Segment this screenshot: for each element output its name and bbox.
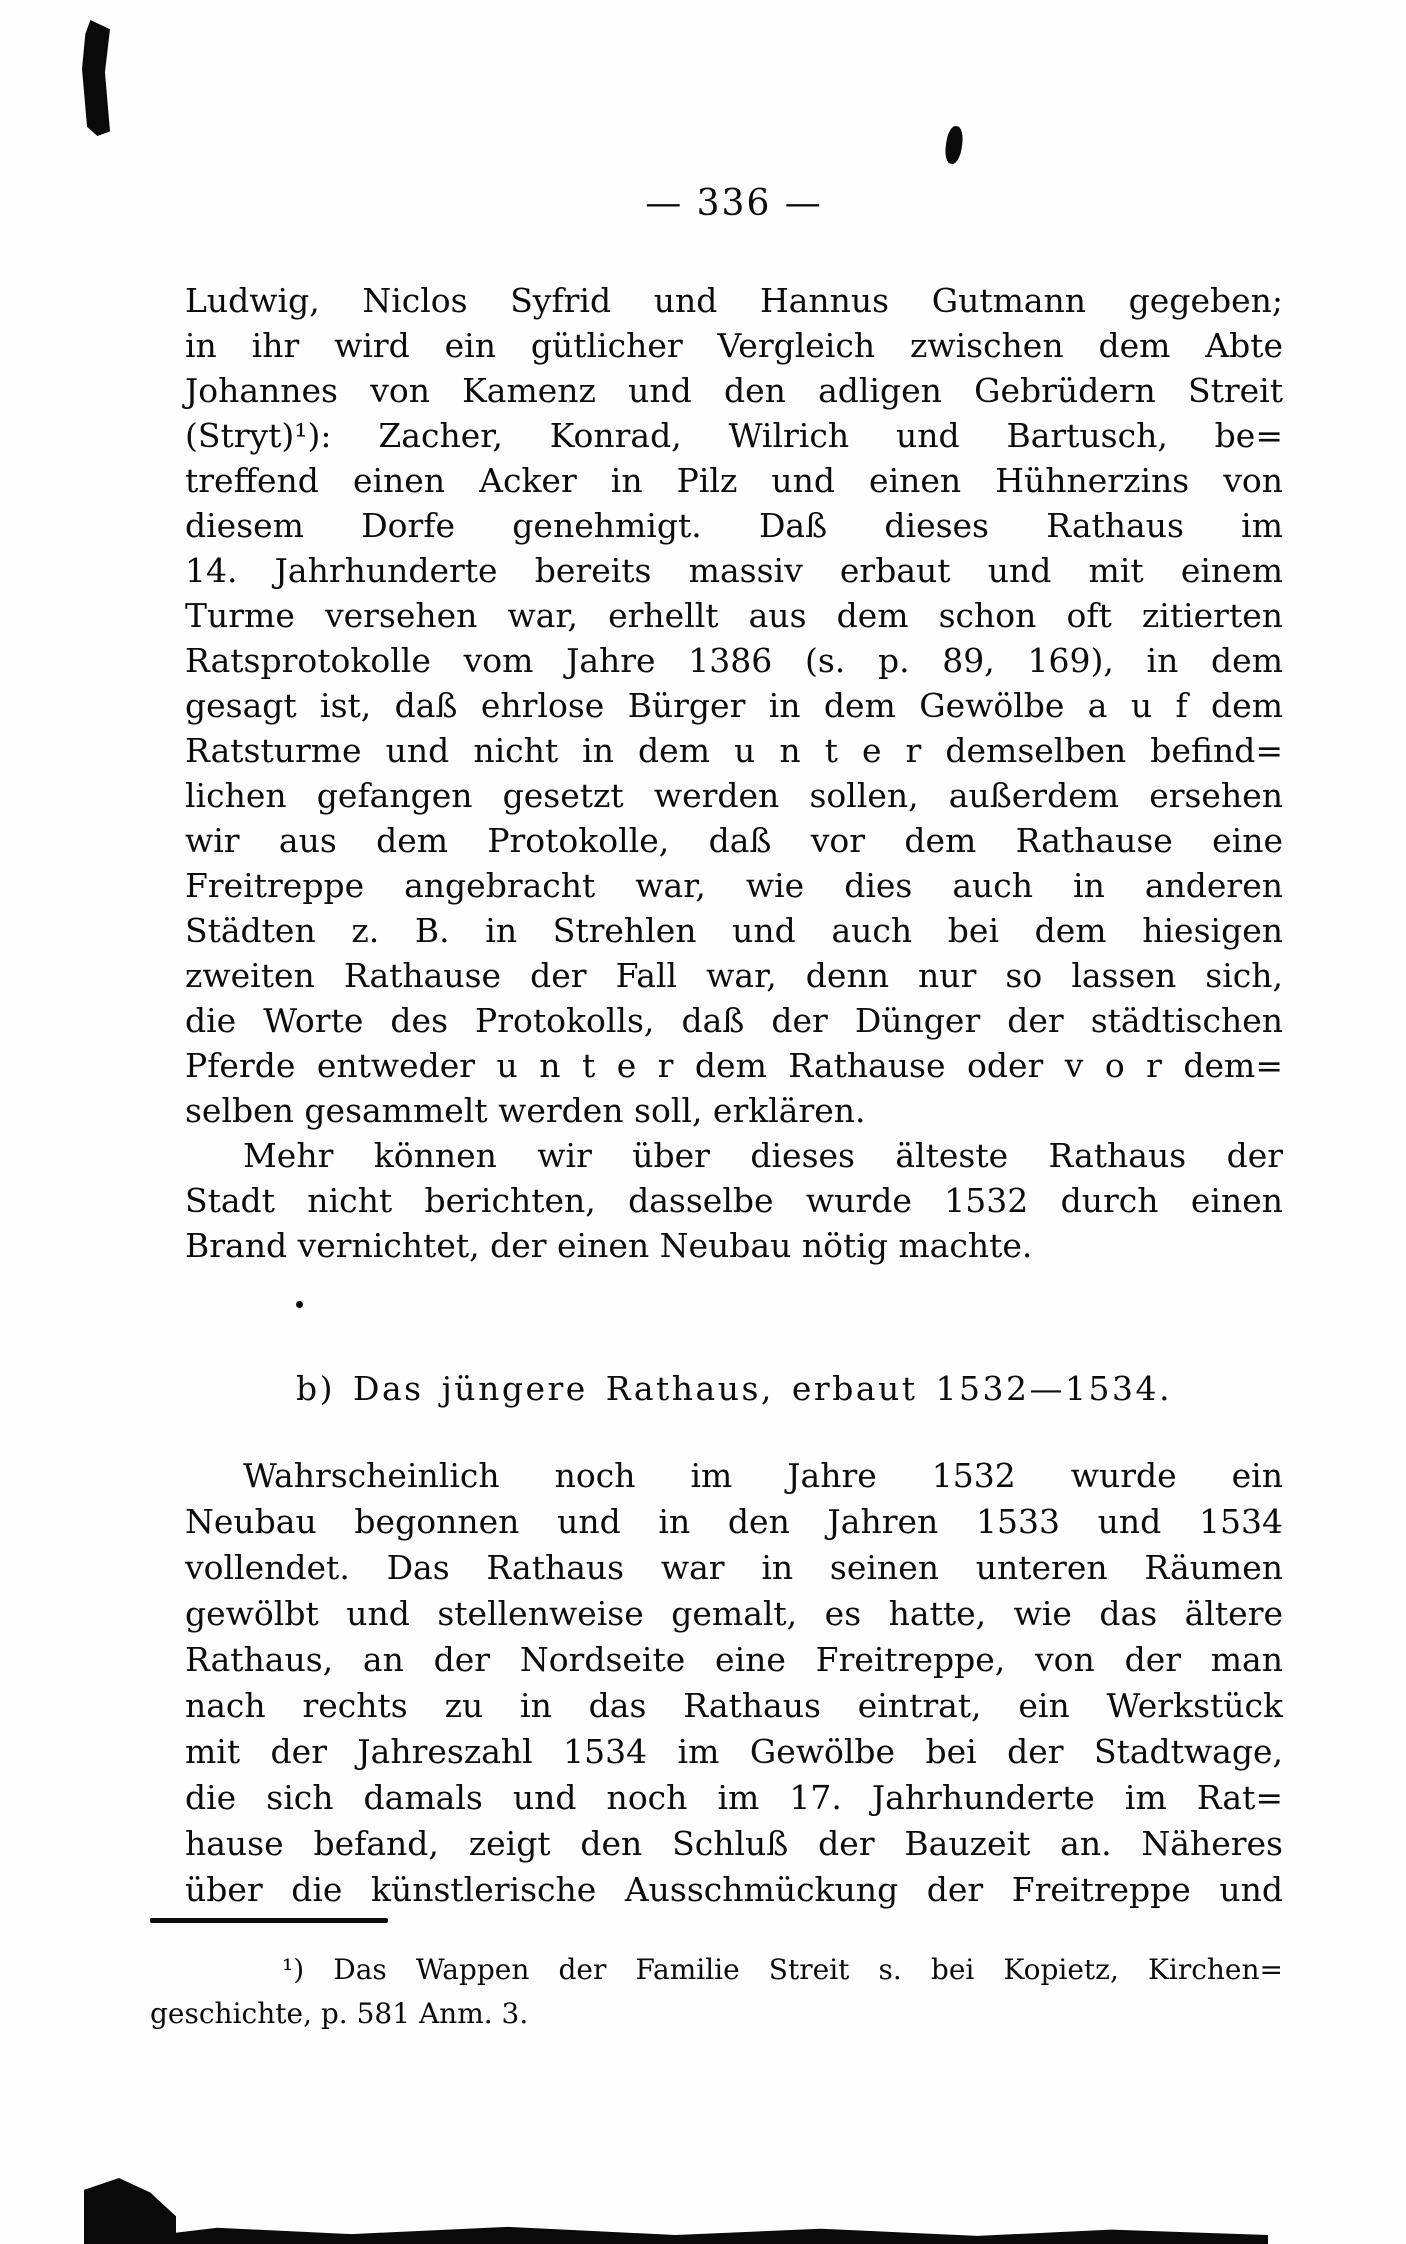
text-line: diesem Dorfe genehmigt. Daß dieses Rathaus im xyxy=(185,506,1283,545)
text-line: Rathaus, an der Nordseite eine Freitreppe, von der man xyxy=(185,1640,1283,1679)
ink-smudge-top-left xyxy=(82,20,110,136)
text-line: nach rechts zu in das Rathaus eintrat, ein Werkstück xyxy=(185,1686,1283,1725)
text-line: in ihr wird ein gütlicher Vergleich zwischen dem Abte xyxy=(185,326,1283,365)
text-line: Turme versehen war, erhellt aus dem schon oft zitierten xyxy=(185,596,1283,635)
ink-speck-top xyxy=(943,125,964,165)
text-line: Freitreppe angebracht war, wie dies auch in anderen xyxy=(185,866,1283,905)
text-line: zweiten Rathause der Fall war, denn nur so lassen sich, xyxy=(185,956,1283,995)
text-line: Städten z. B. in Strehlen und auch bei dem hiesigen xyxy=(185,911,1283,950)
ink-dot-between-paragraphs xyxy=(296,1301,303,1308)
text-line: lichen gefangen gesetzt werden sollen, außerdem ersehen xyxy=(185,776,1283,815)
text-line: über die künstlerische Ausschmückung der Freitreppe und xyxy=(185,1870,1283,1909)
text-line: wir aus dem Protokolle, daß vor dem Rathause eine xyxy=(185,821,1283,860)
text-line: Mehr können wir über dieses älteste Rathaus der xyxy=(243,1136,1283,1175)
text-line: mit der Jahreszahl 1534 im Gewölbe bei der Stadtwage, xyxy=(185,1732,1283,1771)
text-line: Ludwig, Niclos Syfrid und Hannus Gutmann gegeben; xyxy=(185,281,1283,320)
text-line: gewölbt und stellenweise gemalt, es hatte, wie das ältere xyxy=(185,1594,1283,1633)
text-line: selben gesammelt werden soll, erklären. xyxy=(185,1091,866,1130)
text-line: treffend einen Acker in Pilz und einen Hühnerzins von xyxy=(185,461,1283,500)
text-line: die sich damals und noch im 17. Jahrhunderte im Rat= xyxy=(185,1778,1283,1817)
text-line: Brand vernichtet, der einen Neubau nötig machte. xyxy=(185,1226,1033,1265)
text-line: Neubau begonnen und in den Jahren 1533 und 1534 xyxy=(185,1502,1283,1541)
text-line: 14. Jahrhunderte bereits massiv erbaut und mit einem xyxy=(185,551,1283,590)
text-line: Pferde entweder u n t e r dem Rathause oder v o r dem= xyxy=(185,1046,1283,1085)
text-line: (Stryt)¹): Zacher, Konrad, Wilrich und Bartusch, be= xyxy=(185,416,1283,455)
text-line: Ratsprotokolle vom Jahre 1386 (s. p. 89, 169), in dem xyxy=(185,641,1283,680)
section-heading: b) Das jüngere Rathaus, erbaut 1532—1534. xyxy=(296,1369,1172,1408)
text-line: gesagt ist, daß ehrlose Bürger in dem Gewölbe a u f dem xyxy=(185,686,1283,725)
body-paragraph-3 xyxy=(185,1453,1283,1913)
footnote xyxy=(150,1948,1283,2036)
footnote-line: ¹) Das Wappen der Familie Streit s. bei Kopietz, Kirchen= xyxy=(282,1953,1283,1986)
page-number: — 336 — xyxy=(645,183,823,224)
footnote-separator-rule xyxy=(150,1918,388,1923)
text-line: vollendet. Das Rathaus war in seinen unteren Räumen xyxy=(185,1548,1283,1587)
text-line: Ratsturme und nicht in dem u n t e r demselben befind= xyxy=(185,731,1283,770)
ink-smudge-bottom-left xyxy=(84,2178,176,2244)
text-line: hause befand, zeigt den Schluß der Bauzeit an. Näheres xyxy=(185,1824,1283,1863)
body-paragraph-2 xyxy=(185,1133,1283,1268)
text-line: Wahrscheinlich noch im Jahre 1532 wurde ein xyxy=(243,1456,1283,1495)
text-line: Johannes von Kamenz und den adligen Gebrüdern Streit xyxy=(185,371,1283,410)
text-line: die Worte des Protokolls, daß der Dünger der städtischen xyxy=(185,1001,1283,1040)
text-line: Stadt nicht berichten, dasselbe wurde 1532 durch einen xyxy=(185,1181,1283,1220)
footnote-line: geschichte, p. 581 Anm. 3. xyxy=(150,1997,529,2030)
body-paragraph-1 xyxy=(185,278,1283,1133)
ink-streak-bottom-edge xyxy=(150,2226,1268,2244)
